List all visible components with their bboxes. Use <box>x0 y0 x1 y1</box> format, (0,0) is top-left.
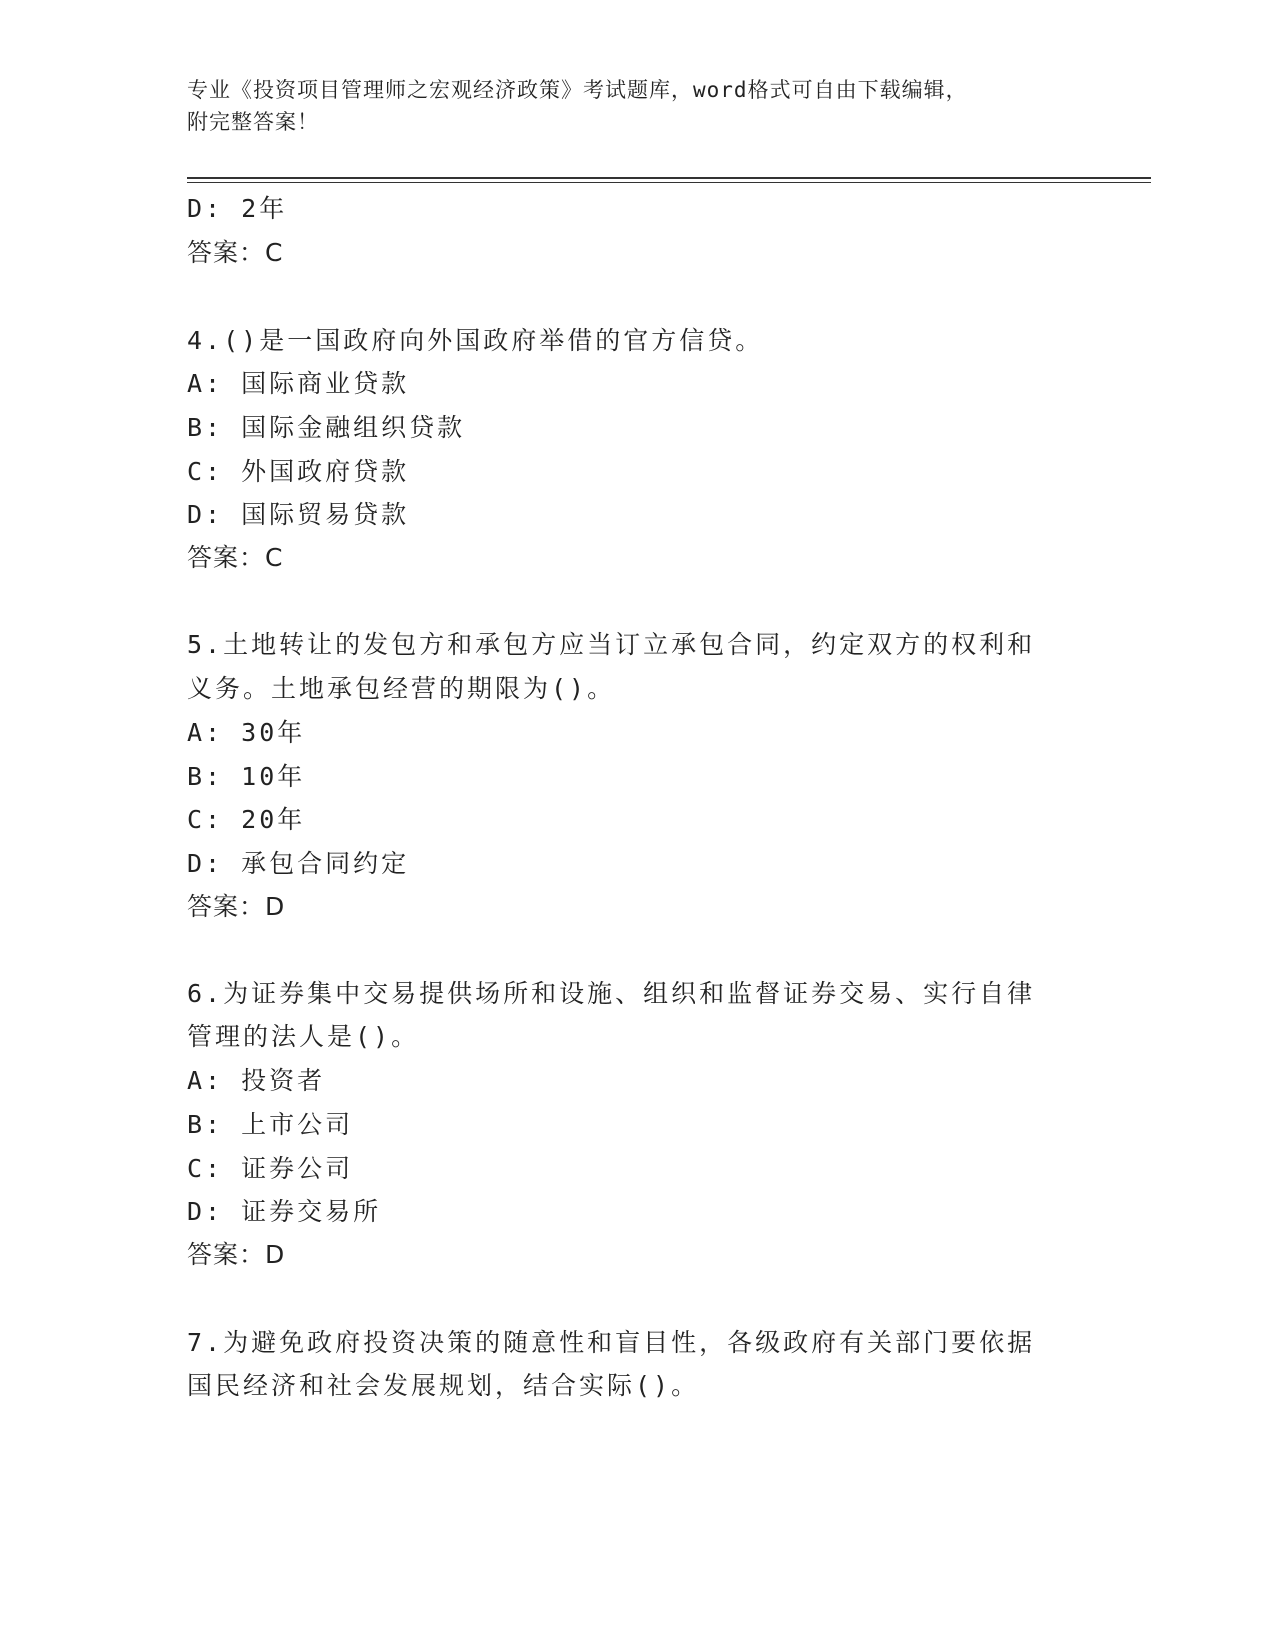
q5-option-d: D: 承包合同约定 <box>187 849 410 878</box>
q4-stem: 4.()是一国政府向外国政府举借的官方信贷。 <box>187 326 764 355</box>
header-divider <box>187 177 1151 179</box>
q5-answer: 答案：D <box>187 892 286 921</box>
header-line-2: 附完整答案！ <box>187 110 319 134</box>
prev-answer: 答案：C <box>187 238 284 267</box>
q7-stem-line-1: 7.为避免政府投资决策的随意性和盲目性，各级政府有关部门要依据 <box>187 1328 1036 1357</box>
q6-stem-line-2: 管理的法人是()。 <box>187 1022 420 1051</box>
q6-option-c: C: 证券公司 <box>187 1154 354 1183</box>
q5-stem-line-1: 5.土地转让的发包方和承包方应当订立承包合同，约定双方的权利和 <box>187 630 1036 659</box>
q4-answer: 答案：C <box>187 543 284 572</box>
q6-option-b: B: 上市公司 <box>187 1110 354 1139</box>
q6-answer: 答案：D <box>187 1240 286 1269</box>
q6-stem-line-1: 6.为证券集中交易提供场所和设施、组织和监督证券交易、实行自律 <box>187 979 1036 1008</box>
q7-stem-line-2: 国民经济和社会发展规划，结合实际()。 <box>187 1371 700 1400</box>
q6-option-a: A: 投资者 <box>187 1066 326 1095</box>
q5-option-a: A: 30年 <box>187 718 306 747</box>
q4-option-a: A: 国际商业贷款 <box>187 369 410 398</box>
q5-option-b: B: 10年 <box>187 762 306 791</box>
document-header <box>187 74 1087 138</box>
q4-option-c: C: 外国政府贷款 <box>187 457 410 486</box>
prev-option-d: D: 2年 <box>187 194 288 223</box>
header-line-1: 专业《投资项目管理师之宏观经济政策》考试题库，word格式可自由下载编辑， <box>187 78 968 102</box>
q5-option-c: C: 20年 <box>187 805 306 834</box>
header-divider-thin <box>187 182 1151 183</box>
q4-option-b: B: 国际金融组织贷款 <box>187 413 466 442</box>
q5-stem-line-2: 义务。土地承包经营的期限为()。 <box>187 674 616 703</box>
q6-option-d: D: 证券交易所 <box>187 1197 382 1226</box>
q4-option-d: D: 国际贸易贷款 <box>187 500 410 529</box>
